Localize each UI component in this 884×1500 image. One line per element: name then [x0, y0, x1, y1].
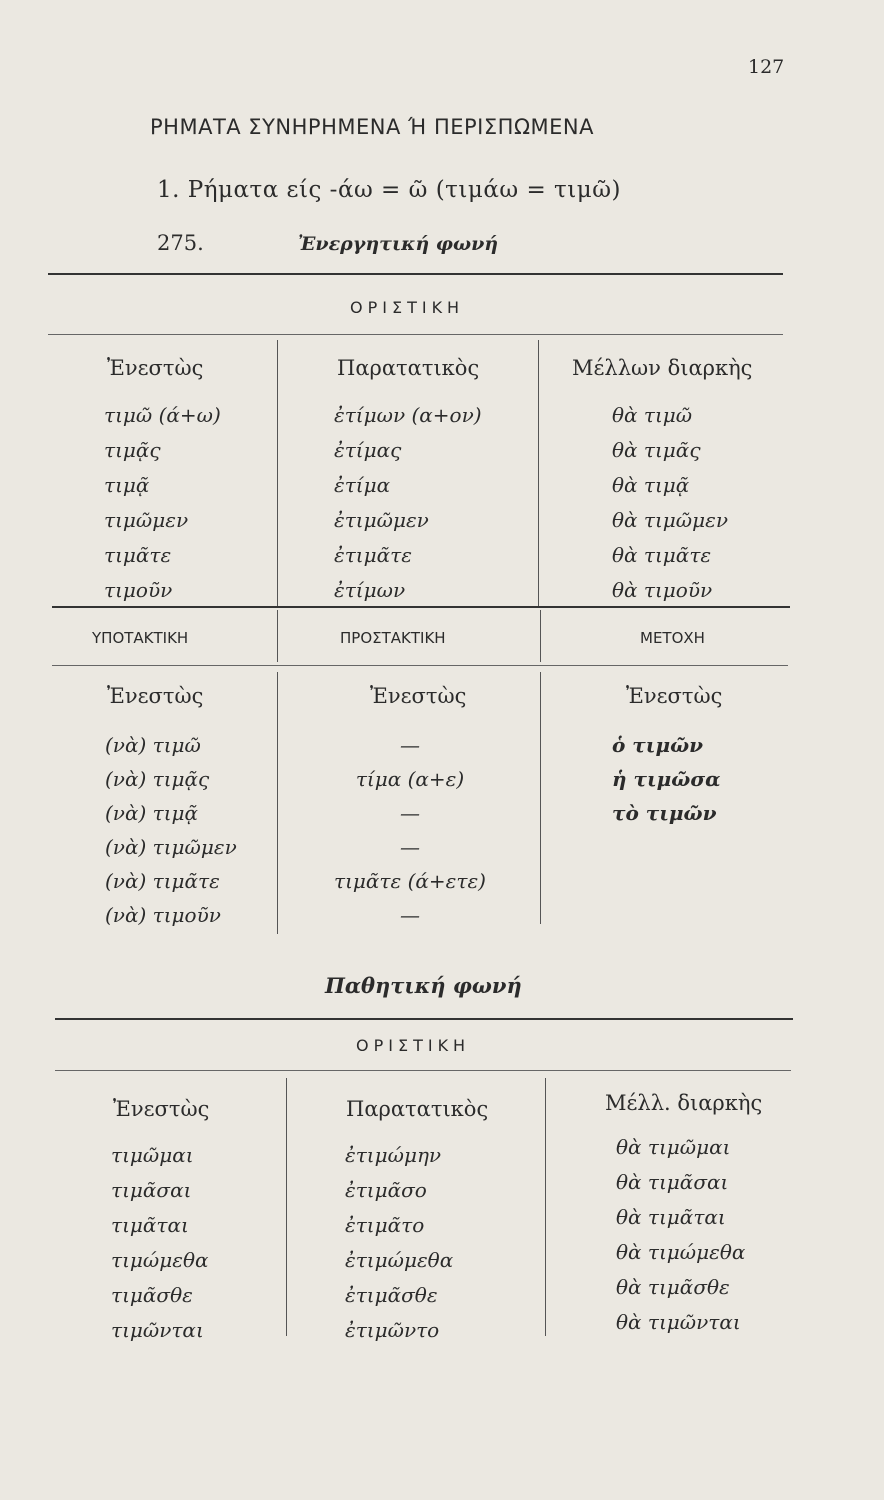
list-item: ἐτιμώμην [345, 1143, 442, 1167]
participle-column [612, 728, 720, 830]
list-item: — [400, 801, 420, 825]
passive-present-column [111, 1138, 209, 1348]
list-item: θὰ τιμᾶσαι [616, 1170, 729, 1194]
imperative-label: ΠΡΟΣΤΑΚΤΙΚΗ [340, 629, 446, 647]
active-indicative-label: ΟΡΙΣΤΙΚΗ [350, 298, 465, 317]
list-item: θὰ τιμᾶσθε [616, 1275, 730, 1299]
subjunctive-label: ΥΠΟΤΑΚΤΙΚΗ [92, 629, 189, 647]
active-imperfect-column [334, 398, 482, 608]
divider-active-1 [277, 340, 278, 608]
list-item: θὰ τιμώμεθα [616, 1240, 746, 1264]
list-item: — [400, 733, 420, 757]
list-item: θὰ τιμᾷ [612, 473, 690, 497]
list-item: (νὰ) τιμᾷς [105, 767, 210, 791]
list-item: ἐτιμᾶσθε [345, 1283, 438, 1307]
list-item: τίμα (α+ε) [355, 767, 465, 791]
list-item: θὰ τιμοῦν [612, 578, 713, 602]
active-future-column [612, 398, 728, 608]
divider-moods-4 [540, 672, 541, 924]
list-item: θὰ τιμᾶτε [612, 543, 712, 567]
list-item: (νὰ) τιμᾷ [105, 801, 199, 825]
list-item: — [400, 835, 420, 859]
list-item: τιμῶ (ά+ω) [104, 403, 221, 427]
list-item: τιμῶμεν [104, 508, 189, 532]
participle-present-header: Ἐνεστὼς [626, 684, 723, 708]
imperative-column [280, 728, 540, 932]
list-item: τιμῶμαι [111, 1143, 194, 1167]
list-item: (νὰ) τιμᾶτε [105, 869, 220, 893]
divider-passive-1 [286, 1078, 287, 1336]
list-item: τιμῶνται [111, 1318, 204, 1342]
list-item: ἐτιμᾶτο [345, 1213, 425, 1237]
rule-passive-header [55, 1070, 791, 1071]
passive-imperfect-header: Παρατατικὸς [346, 1097, 489, 1121]
subjunctive-present-header: Ἐνεστὼς [107, 684, 204, 708]
list-item: τιμᾶσαι [111, 1178, 192, 1202]
list-item: ἐτιμῶμεν [334, 508, 429, 532]
list-item: (νὰ) τιμοῦν [105, 903, 221, 927]
list-item: (νὰ) τιμῶμεν [105, 835, 237, 859]
list-item: θὰ τιμᾶται [616, 1205, 726, 1229]
list-item: ἐτιμᾶτε [334, 543, 412, 567]
list-item: τιμᾶτε [104, 543, 172, 567]
passive-present-header: Ἐνεστὼς [113, 1097, 210, 1121]
list-item: ἐτίμων (α+ον) [334, 403, 482, 427]
subjunctive-column [105, 728, 237, 932]
page-number: 127 [748, 56, 785, 78]
passive-future-column [616, 1130, 745, 1340]
subtitle: 1. Ρήματα είς -άω = ῶ (τιμάω = τιμῶ) [157, 177, 621, 203]
rule-top-active [48, 273, 783, 275]
list-item: τιμᾶται [111, 1213, 189, 1237]
list-item: τὸ τιμῶν [612, 801, 717, 825]
rule-top-passive [55, 1018, 793, 1020]
passive-future-header: Μέλλ. διαρκὴς [605, 1091, 763, 1115]
list-item: τιμώμεθα [111, 1248, 209, 1272]
page-title: ΡΗΜΑΤΑ ΣΥΝΗΡΗΜΕΝΑ Ή ΠΕΡΙΣΠΩΜΕΝΑ [150, 115, 594, 139]
list-item: ἐτίμων [334, 578, 406, 602]
divider-active-2 [538, 340, 539, 608]
participle-label: ΜΕΤΟΧΗ [640, 629, 705, 647]
passive-imperfect-column [345, 1138, 453, 1348]
imperative-present-header: Ἐνεστὼς [370, 684, 467, 708]
rule-moods-header [52, 665, 788, 666]
list-item: ἐτιμᾶσο [345, 1178, 427, 1202]
list-item: ἐτίμας [334, 438, 402, 462]
list-item: τιμοῦν [104, 578, 173, 602]
list-item: ἡ τιμῶσα [612, 767, 721, 791]
divider-moods-1 [277, 610, 278, 662]
active-voice-heading: Ἐνεργητική φωνή [298, 233, 499, 255]
active-present-column [104, 398, 221, 608]
passive-voice-heading: Παθητική φωνή [325, 973, 522, 998]
list-item: θὰ τιμῶ [612, 403, 693, 427]
list-item: τιμᾷς [104, 438, 161, 462]
active-future-header: Μέλλων διαρκὴς [572, 356, 753, 380]
list-item: (νὰ) τιμῶ [105, 733, 201, 757]
list-item: τιμᾶτε (ά+ετε) [334, 869, 486, 893]
list-item: θὰ τιμῶνται [616, 1310, 741, 1334]
divider-passive-2 [545, 1078, 546, 1336]
divider-moods-2 [540, 610, 541, 662]
rule-moods-top [52, 606, 790, 608]
list-item: τιμᾷ [104, 473, 150, 497]
active-present-header: Ἐνεστὼς [107, 356, 204, 380]
list-item: ἐτίμα [334, 473, 391, 497]
list-item: ἐτιμώμεθα [345, 1248, 454, 1272]
list-item: θὰ τιμᾶς [612, 438, 701, 462]
list-item: θὰ τιμῶμεν [612, 508, 729, 532]
active-imperfect-header: Παρατατικὸς [337, 356, 480, 380]
list-item: ἐτιμῶντο [345, 1318, 440, 1342]
list-item: τιμᾶσθε [111, 1283, 193, 1307]
section-number: 275. [157, 231, 204, 255]
list-item: θὰ τιμῶμαι [616, 1135, 731, 1159]
rule-active-header [48, 334, 783, 335]
list-item: — [400, 903, 420, 927]
divider-moods-3 [277, 672, 278, 934]
list-item: ὁ τιμῶν [612, 733, 703, 757]
passive-indicative-label: ΟΡΙΣΤΙΚΗ [356, 1036, 471, 1055]
